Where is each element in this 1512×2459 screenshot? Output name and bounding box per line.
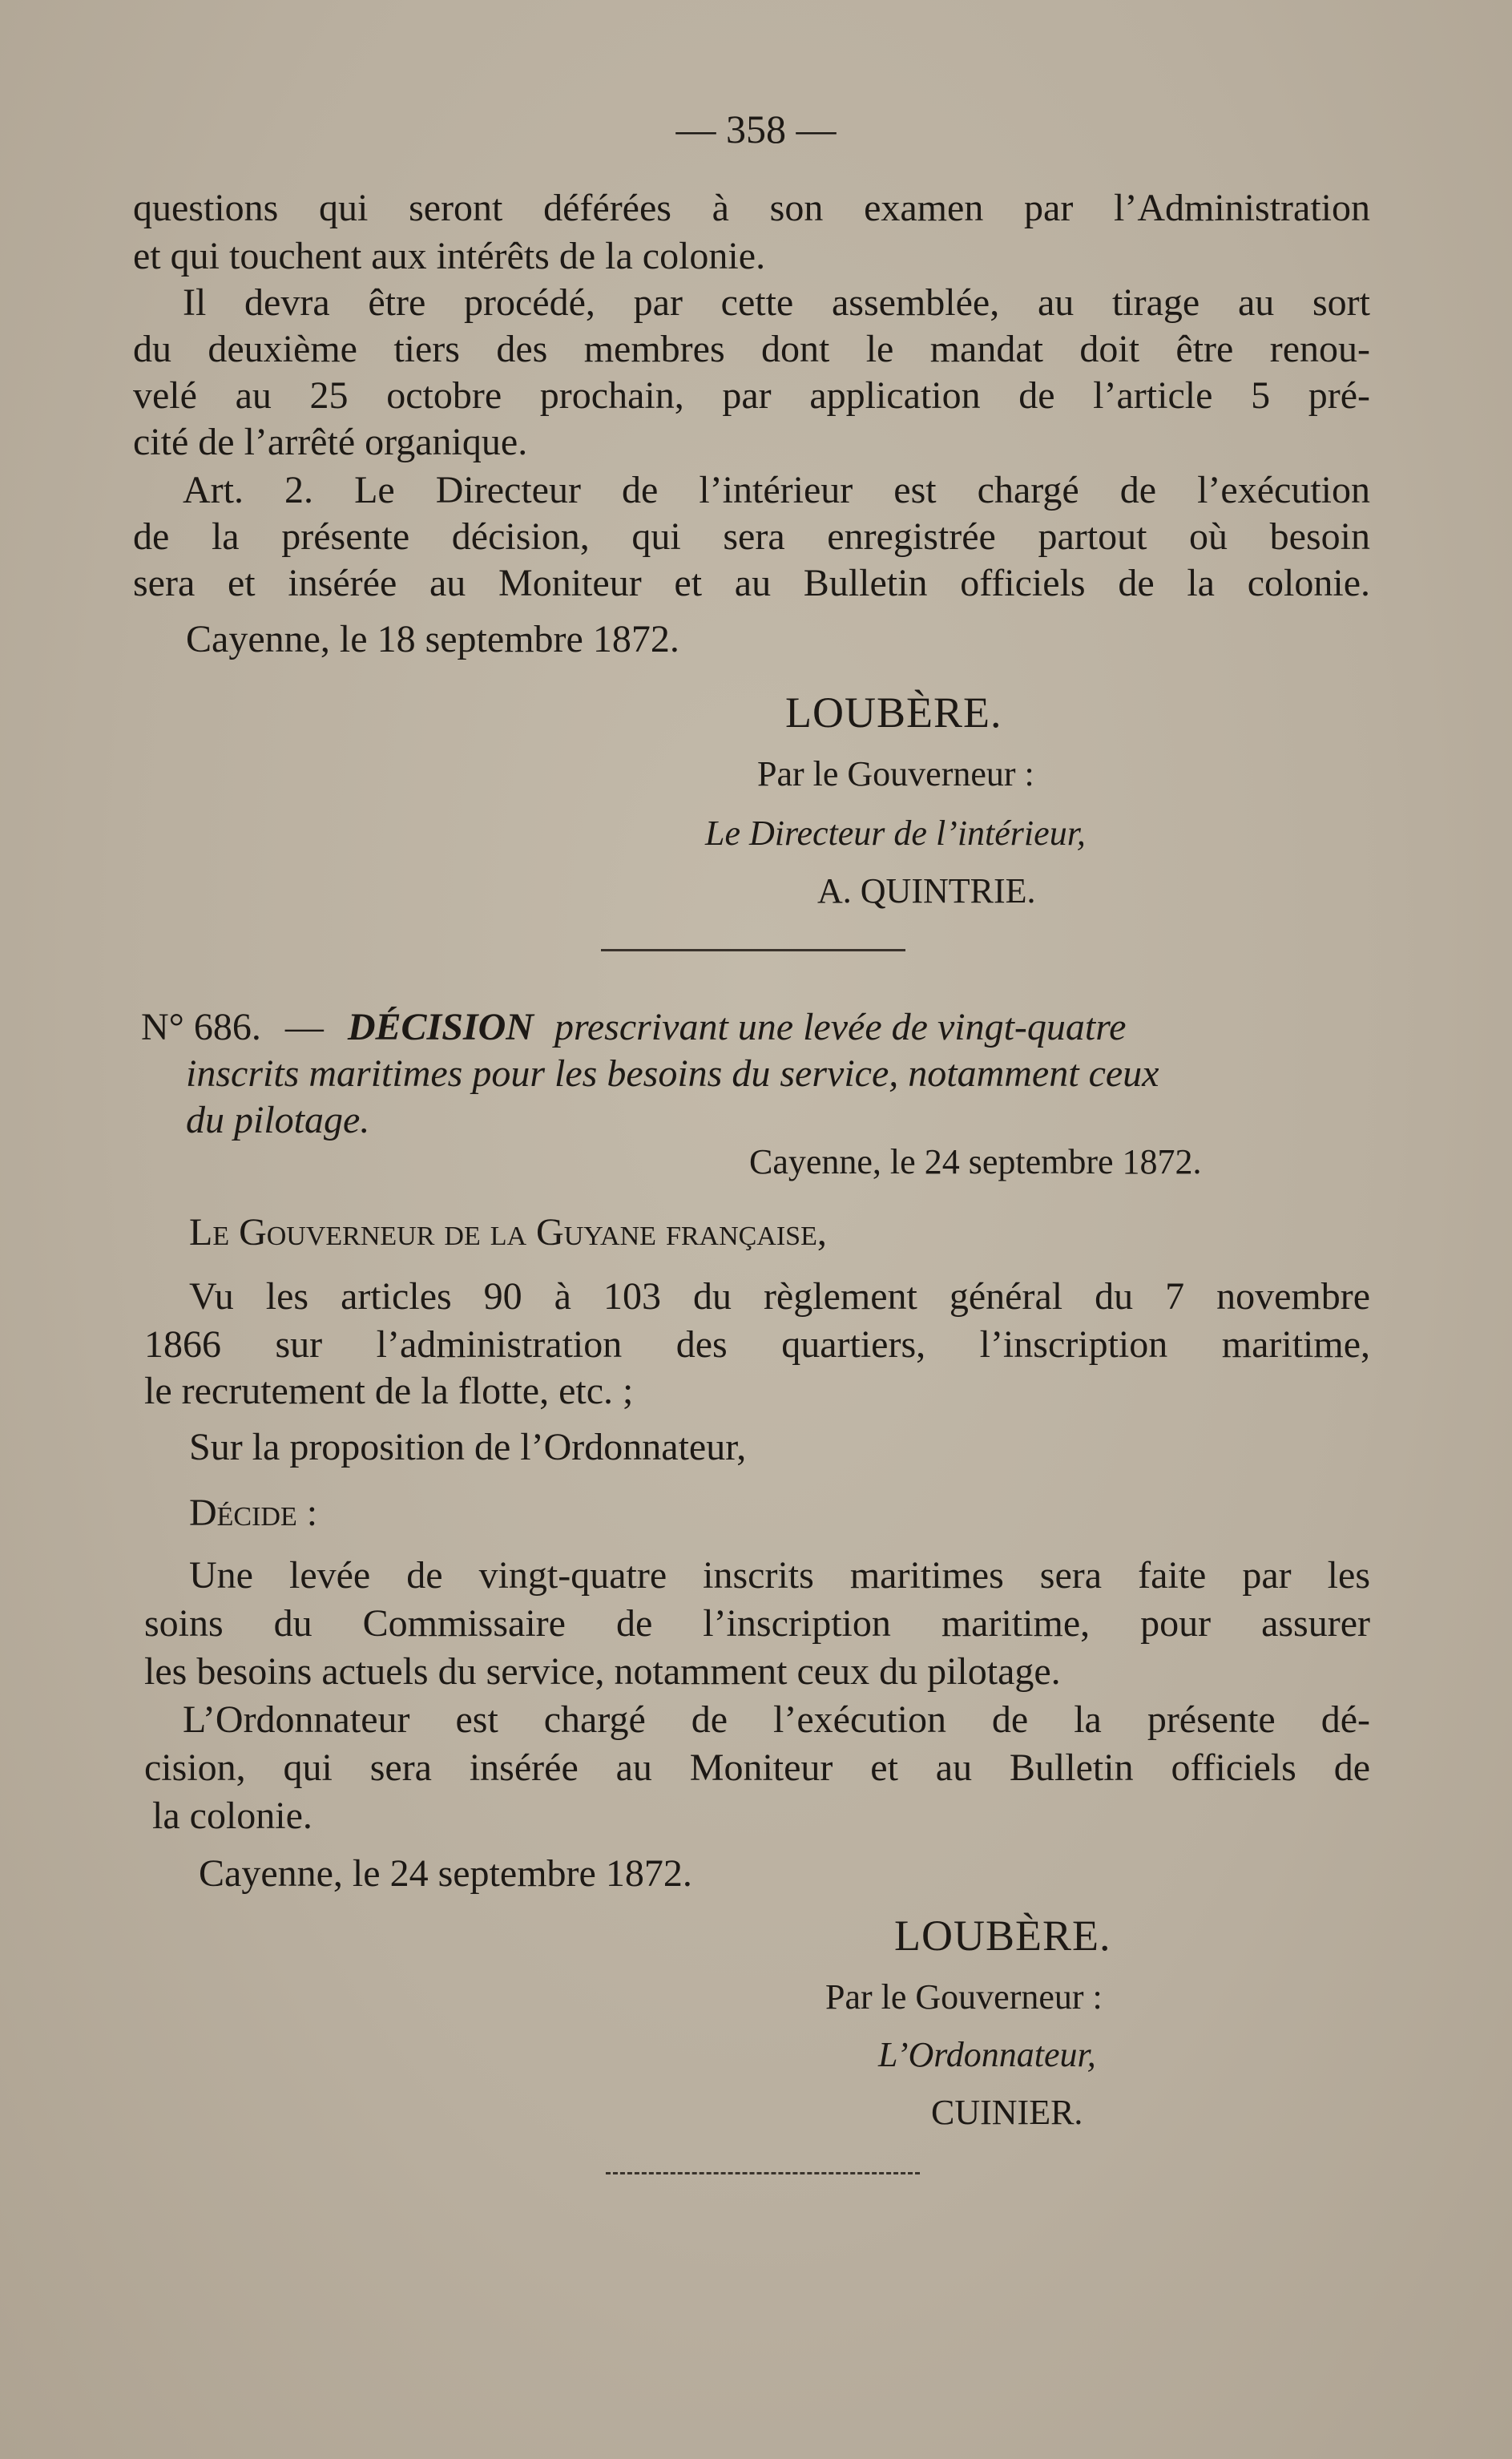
paragraph-line: et qui touchent aux intérêts de la colonie. xyxy=(133,235,766,277)
paragraph-line: cision, qui sera insérée au Moniteur et au Bulletin officiels de xyxy=(144,1746,1370,1789)
paragraph-line: du deuxième tiers des membres dont le mandat doit être renou- xyxy=(133,328,1370,370)
paragraph-line: 1866 sur l’administration des quartiers, l’inscription maritime, xyxy=(144,1323,1370,1366)
separator-rule xyxy=(606,2172,920,2174)
signature-role: Le Directeur de l’intérieur, xyxy=(705,814,1086,853)
intro-line: Le Gouverneur de la Guyane française, xyxy=(189,1211,827,1254)
heading-line: du pilotage. xyxy=(186,1099,370,1141)
paragraph-line: Il devra être procédé, par cette assemblée, au tirage au sort xyxy=(183,281,1370,324)
date-line: Cayenne, le 18 septembre 1872. xyxy=(186,618,679,660)
heading-line xyxy=(141,1003,1378,1052)
signature-par: Par le Gouverneur : xyxy=(757,754,1034,793)
heading-dash: — xyxy=(284,1006,324,1048)
paragraph-line: de la présente décision, qui sera enregistrée partout où besoin xyxy=(133,515,1370,558)
date-line: Cayenne, le 24 septembre 1872. xyxy=(199,1852,692,1895)
signature-role: L’Ordonnateur, xyxy=(878,2035,1096,2074)
signature-name: A. QUINTRIE. xyxy=(817,871,1036,911)
paragraph-line: soins du Commissaire de l’inscription maritime, pour assurer xyxy=(144,1602,1370,1645)
heading-text: prescrivant une levée de vingt-quatre xyxy=(554,1006,1127,1048)
paragraph-line: cité de l’arrêté organique. xyxy=(133,421,528,463)
signature: LOUBÈRE. xyxy=(785,688,1002,737)
separator-rule xyxy=(601,949,905,951)
paragraph-line: velé au 25 octobre prochain, par application de l’article 5 pré- xyxy=(133,374,1370,417)
signature-par: Par le Gouverneur : xyxy=(825,1977,1103,2017)
decision-number: N° 686. xyxy=(141,1006,261,1048)
decide-label: Décide : xyxy=(189,1492,318,1534)
signature: LOUBÈRE. xyxy=(894,1912,1111,1960)
paragraph-line: L’Ordonnateur est chargé de l’exécution de la présente dé- xyxy=(183,1698,1370,1741)
paragraph-line: questions qui seront déférées à son examen par l’Administration xyxy=(133,187,1370,229)
place-date: Cayenne, le 24 septembre 1872. xyxy=(749,1142,1202,1181)
paragraph-line: Art. 2. Le Directeur de l’intérieur est chargé de l’exécution xyxy=(183,469,1370,511)
paragraph-line: la colonie. xyxy=(152,1795,312,1837)
paragraph-line: le recrutement de la flotte, etc. ; xyxy=(144,1370,634,1412)
paragraph-line: Une levée de vingt-quatre inscrits maritimes sera faite par les xyxy=(189,1554,1370,1597)
heading-line: inscrits maritimes pour les besoins du service, notamment ceux xyxy=(186,1052,1159,1095)
page-number: — 358 — xyxy=(675,107,837,151)
paragraph-line: sera et insérée au Moniteur et au Bulletin officiels de la colonie. xyxy=(133,562,1370,604)
paragraph-line: Sur la proposition de l’Ordonnateur, xyxy=(189,1426,747,1468)
paragraph-line: Vu les articles 90 à 103 du règlement général du 7 novembre xyxy=(189,1275,1370,1318)
paragraph-line: les besoins actuels du service, notamment ceux du pilotage. xyxy=(144,1650,1061,1693)
decision-title: DÉCISION xyxy=(347,1006,534,1048)
signature-name: CUINIER. xyxy=(931,2093,1083,2132)
